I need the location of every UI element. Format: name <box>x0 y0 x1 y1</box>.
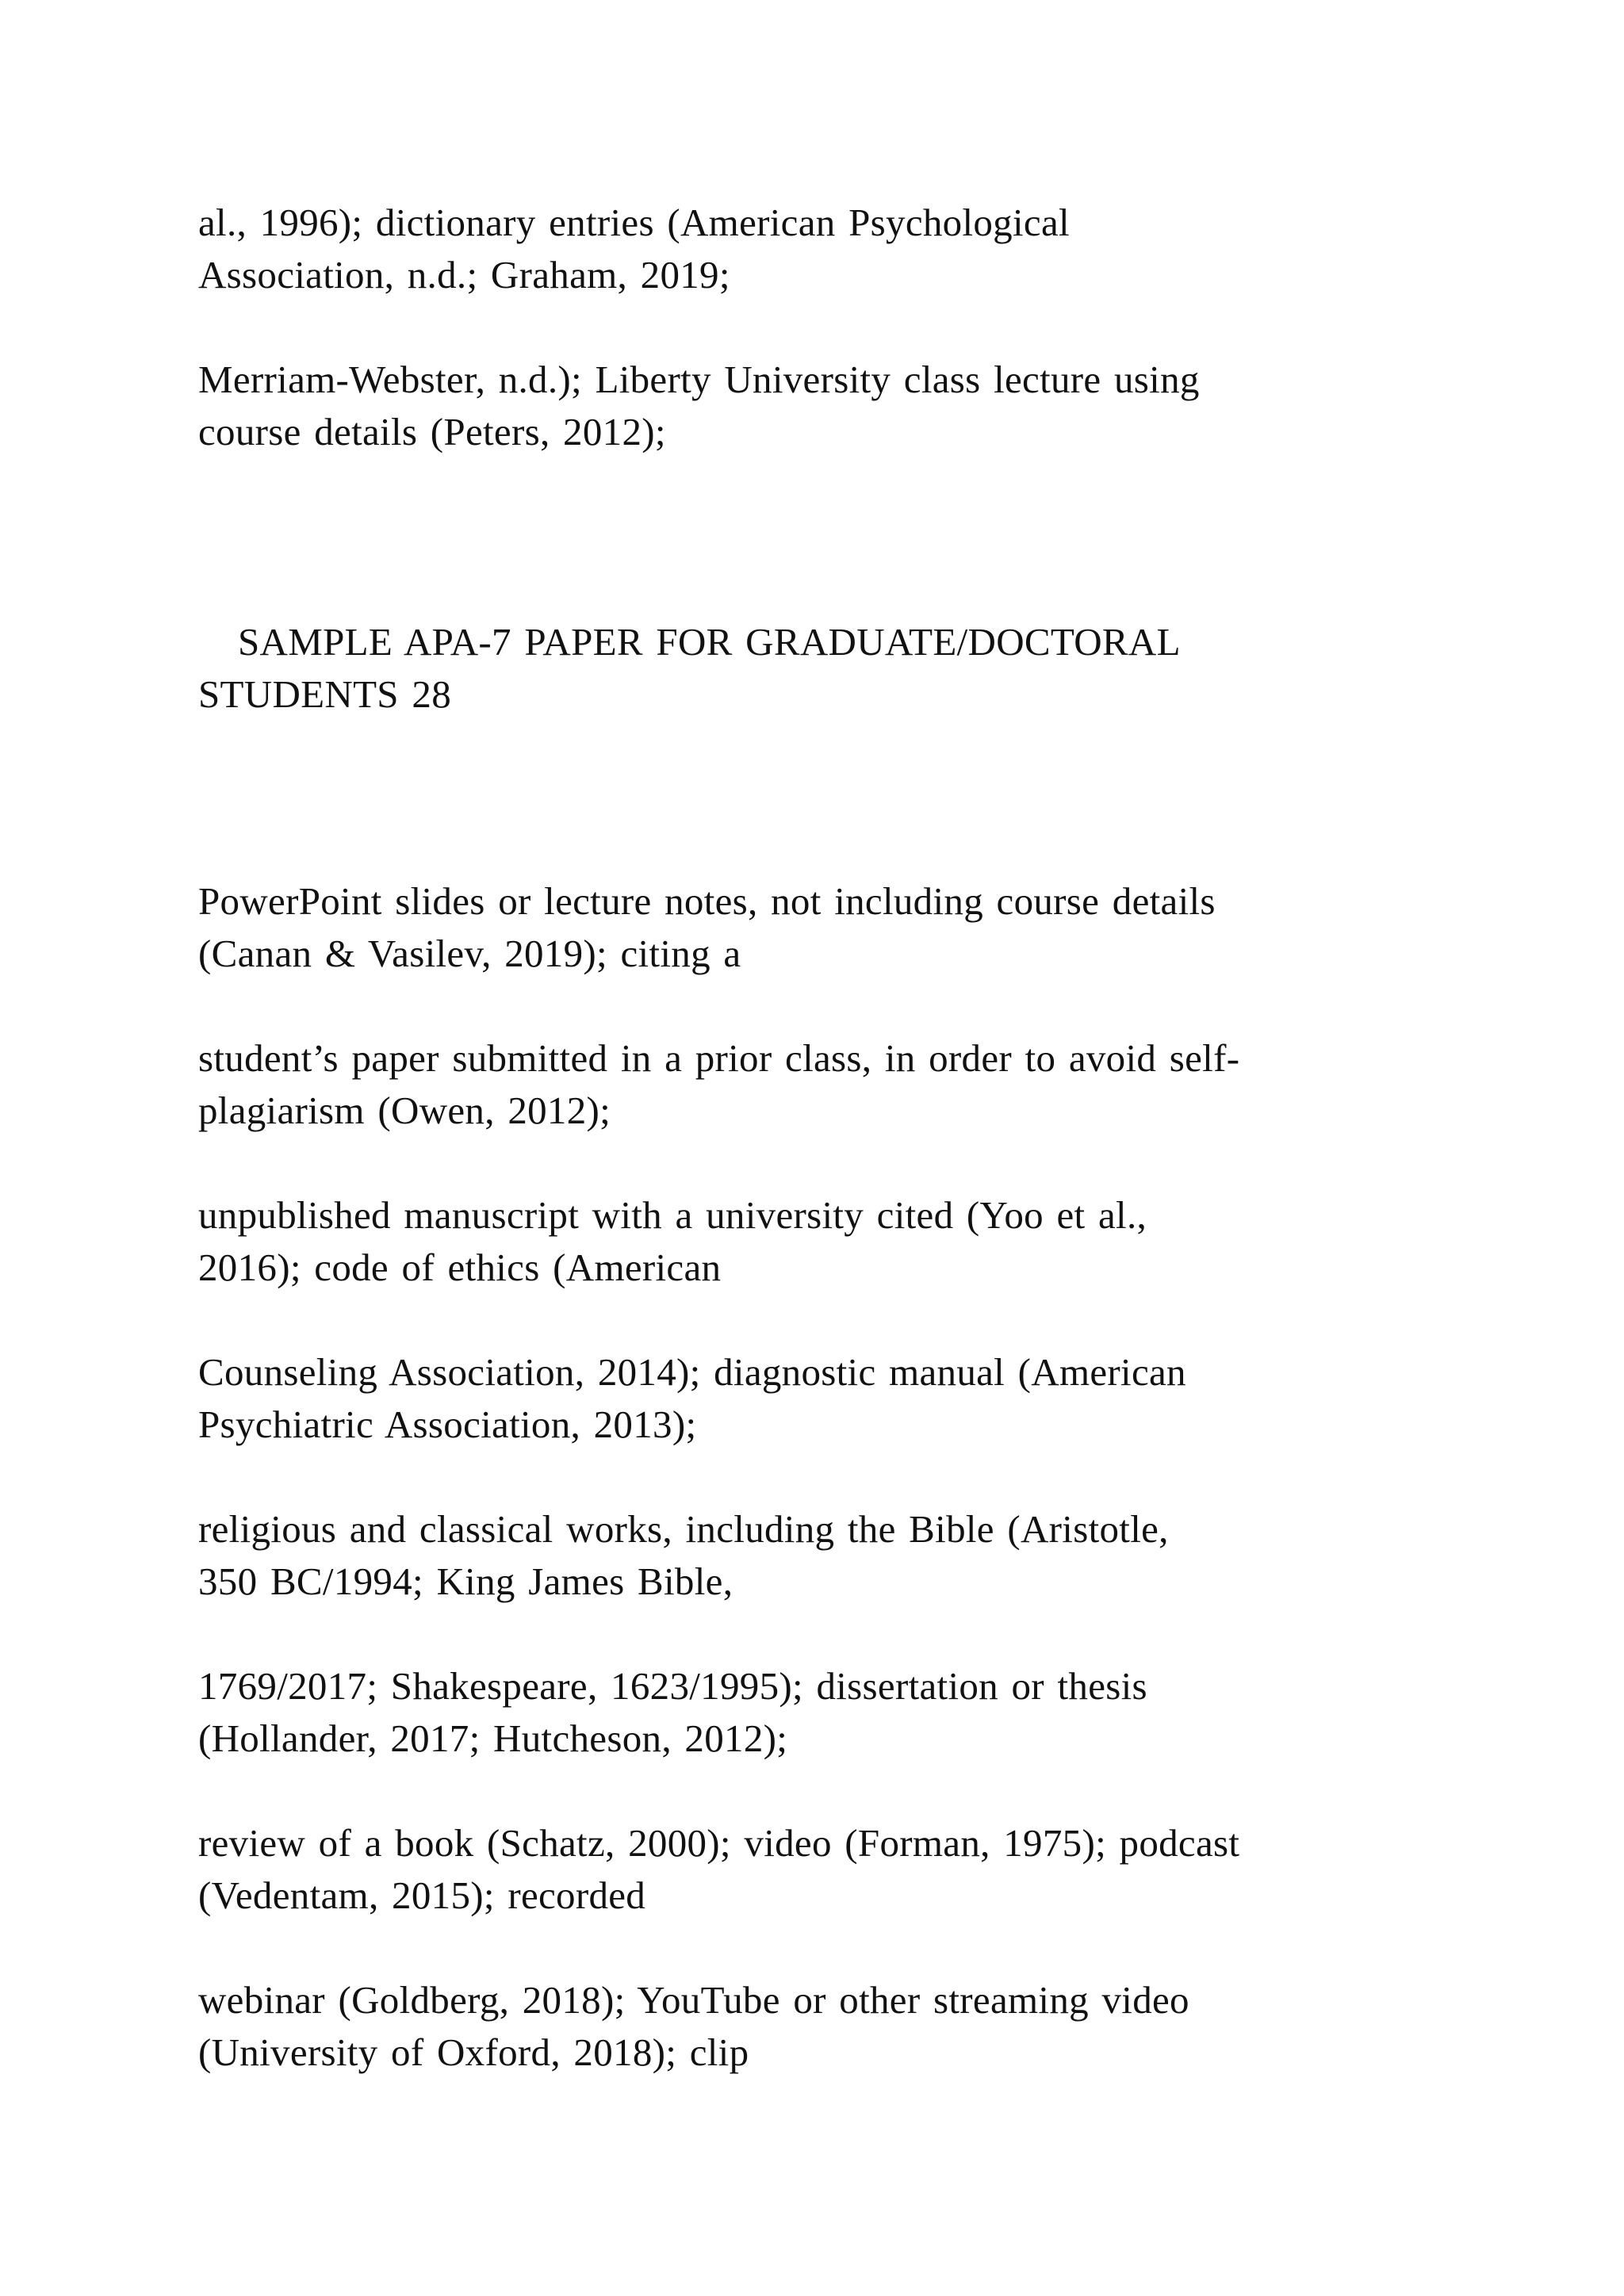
body-text-line: (University of Oxford, 2018); clip <box>198 2030 749 2074</box>
body-text-line: PowerPoint slides or lecture notes, not including course details <box>198 879 1216 923</box>
body-text-line: review of a book (Schatz, 2000); video (Forman, 1975); podcast <box>198 1821 1240 1865</box>
body-text-line: webinar (Goldberg, 2018); YouTube or other streaming video <box>198 1978 1189 2022</box>
body-text-line: 1769/2017; Shakespeare, 1623/1995); dissertation or thesis <box>198 1664 1147 1708</box>
body-text-line: 350 BC/1994; King James Bible, <box>198 1559 733 1603</box>
body-text-line: Merriam-Webster, n.d.); Liberty University class lecture using <box>198 358 1200 401</box>
running-head: SAMPLE APA-7 PAPER FOR GRADUATE/DOCTORAL <box>238 620 1181 664</box>
body-text-line: plagiarism (Owen, 2012); <box>198 1089 611 1132</box>
body-text-line: 2016); code of ethics (American <box>198 1246 722 1289</box>
body-text-line: religious and classical works, including the Bible (Aristotle, <box>198 1507 1169 1551</box>
body-text-line: student’s paper submitted in a prior class, in order to avoid self- <box>198 1036 1240 1080</box>
body-text-line: unpublished manuscript with a university cited (Yoo et al., <box>198 1193 1147 1237</box>
body-text-line: course details (Peters, 2012); <box>198 410 666 453</box>
body-text-line: Psychiatric Association, 2013); <box>198 1402 697 1446</box>
body-text-line: (Hollander, 2017; Hutcheson, 2012); <box>198 1716 788 1760</box>
body-text-line: Association, n.d.; Graham, 2019; <box>198 253 730 297</box>
body-text-line: Counseling Association, 2014); diagnostic manual (American <box>198 1350 1186 1394</box>
body-text-line: (Canan & Vasilev, 2019); citing a <box>198 932 741 975</box>
body-text-line: (Vedentam, 2015); recorded <box>198 1873 646 1917</box>
running-head-page-number: STUDENTS 28 <box>198 672 452 716</box>
body-text-line: al., 1996); dictionary entries (American Psychological <box>198 201 1070 244</box>
